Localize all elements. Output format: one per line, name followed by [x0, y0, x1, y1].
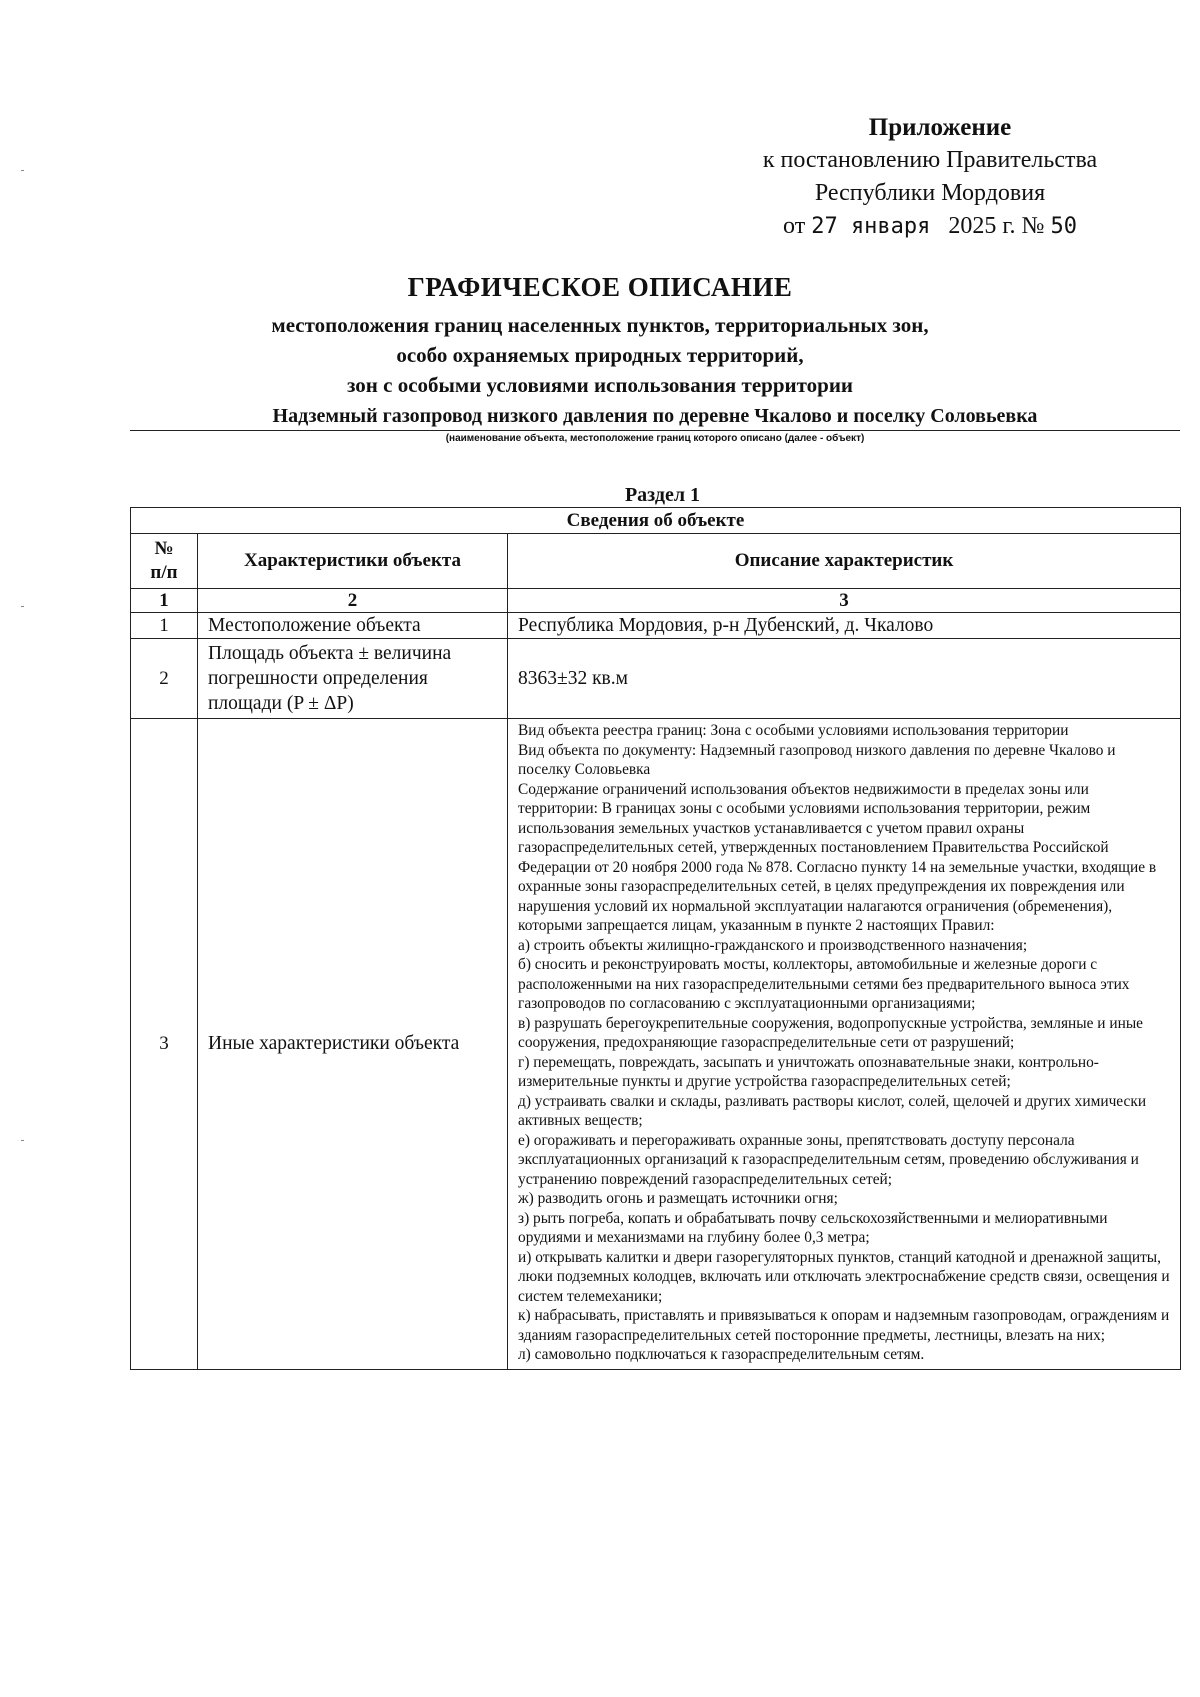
row-description: 8363±32 кв.м [508, 639, 1181, 719]
restriction-item: л) самовольно подключаться к газораспределительным сетям. [518, 1346, 925, 1363]
date-value: 27 января [811, 214, 931, 239]
column-number-1: 1 [131, 589, 198, 613]
row-number: 2 [131, 639, 198, 719]
header-number: № п/п [131, 534, 198, 589]
header-characteristic: Характеристики объекта [198, 534, 508, 589]
restriction-item: з) рыть погреба, копать и обрабатывать почву сельскохозяйственными и мелиоративными орудиями и механизмами на глубину более 0,3 метра; [518, 1209, 1108, 1246]
subtitle-line: особо охраняемых природных территорий, [396, 343, 804, 367]
table-row [131, 719, 1181, 1370]
column-number-3: 3 [508, 589, 1181, 613]
margin-mark [21, 1140, 24, 1141]
restriction-item: ж) разводить огонь и размещать источники огня; [518, 1190, 838, 1207]
appendix-line-2: Республики Мордовия [814, 180, 1046, 206]
object-caption: (наименование объекта, местоположение границ которого описано (далее - объект) [445, 433, 865, 444]
header-description: Описание характеристик [508, 534, 1181, 589]
restriction-item: д) устраивать свалки и склады, разливать растворы кислот, солей, щелочей и других химически активных веществ; [518, 1092, 1147, 1129]
document-subtitle [0, 310, 1200, 400]
table-row [131, 613, 1181, 639]
description-paragraph: Вид объекта реестра границ: Зона с особыми условиями использования территории [518, 722, 1069, 739]
appendix-date [720, 210, 1140, 243]
row-number: 3 [131, 719, 198, 1370]
row-characteristic: Площадь объекта ± величина погрешности определения площади (P ± ΔP) [198, 639, 508, 719]
appendix-title: Приложение [868, 114, 1012, 141]
row-characteristic: Иные характеристики объекта [198, 719, 508, 1370]
table-caption: Сведения об объекте [131, 508, 1181, 534]
margin-mark [21, 170, 24, 171]
appendix-header [720, 112, 1140, 243]
row-number: 1 [131, 613, 198, 639]
restriction-item: к) набрасывать, приставлять и привязываться к опорам и надземным газопроводам, ограждениям и зданиям газораспределительных сетей посторонние предметы, лестницы, влезать на них; [518, 1307, 1170, 1344]
object-info-table [130, 507, 1181, 1370]
margin-mark [21, 606, 24, 607]
restriction-item: е) огораживать и перегораживать охранные зоны, препятствовать доступу персонала эксплуатационных организаций к газораспределительным сетям, проведению обслуживания и устранению повреждений газораспределительных сетей; [518, 1131, 1139, 1188]
row-description [508, 719, 1181, 1370]
row-characteristic: Местоположение объекта [198, 613, 508, 639]
column-number-2: 2 [198, 589, 508, 613]
date-prefix: от [783, 213, 806, 239]
restriction-item: г) перемещать, повреждать, засыпать и уничтожать опознавательные знаки, контрольно-измерительные пункты и другие устройства газораспределительных сетей; [518, 1053, 1099, 1090]
decree-number: 50 [1050, 214, 1077, 239]
subtitle-line: местоположения границ населенных пунктов, территориальных зон, [271, 313, 929, 337]
restriction-item: и) открывать калитки и двери газорегуляторных пунктов, станций катодной и дренажной защиты, люки подземных колодцев, включать или отключать электроснабжение средств связи, освещения и систем телемеханики; [518, 1248, 1170, 1305]
object-underline [130, 430, 1180, 431]
restriction-item: б) сносить и реконструировать мосты, коллекторы, автомобильные и железные дороги с расположенными на них газораспределительными сетями без предварительного выноса этих газопроводов по согласованию с эксплуатационными организациями; [518, 956, 1130, 1012]
object-name: Надземный газопровод низкого давления по деревне Чкалово и поселку Соловьевка [272, 405, 1038, 427]
date-year: 2025 г. № [948, 213, 1045, 239]
description-paragraph: Содержание ограничений использования объектов недвижимости в пределах зоны или территории: В границах зоны с особыми условиями использования территории, режим использования земельных участков устанавливается с учетом правил охраны газораспределительных сетей, утвержденных постановлением Правительства Российской Федерации от 20 ноября 2000 года № 878. Согласно пункту 14 на земельные участки, входящие в охранные зоны газораспределительных сетей, в целях предупреждения их повреждения или нарушения условий их нормальной эксплуатации налагаются ограничения (обременения), которыми запрещается лицам, указанным в пункте 2 настоящих Правил: [518, 780, 1157, 934]
appendix-line-1: к постановлению Правительства [762, 147, 1098, 173]
subtitle-line: зон с особыми условиями использования территории [346, 373, 854, 397]
restriction-item: а) строить объекты жилищно-гражданского и производственного назначения; [518, 936, 1028, 954]
row-description: Республика Мордовия, р-н Дубенский, д. Чкалово [508, 613, 1181, 639]
description-paragraph: Вид объекта по документу: Надземный газопровод низкого давления по деревне Чкалово и поселку Соловьевка [518, 741, 1116, 778]
table-row [131, 639, 1181, 719]
restriction-item: в) разрушать берегоукрепительные сооружения, водопропускные устройства, земляные и иные сооружения, предохраняющие газораспределительные сети от разрушений; [518, 1014, 1144, 1051]
document-title: ГРАФИЧЕСКОЕ ОПИСАНИЕ [407, 272, 793, 302]
section-title: Раздел 1 [624, 484, 701, 506]
